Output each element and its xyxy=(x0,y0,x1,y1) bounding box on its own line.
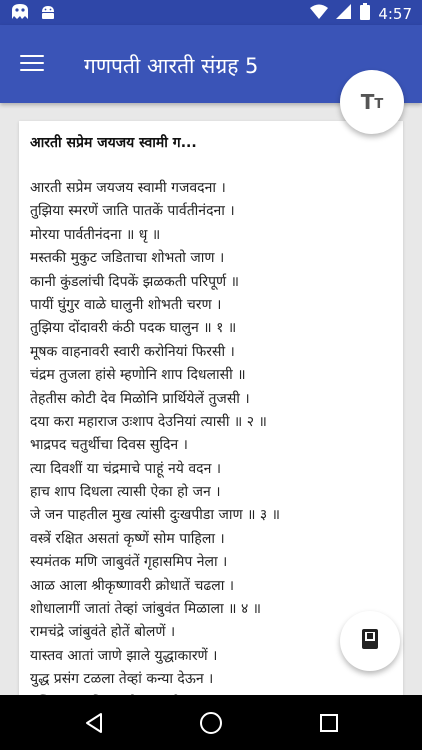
aarti-line: आरती सप्रेम जयजय स्वामी गजवदना । xyxy=(30,180,226,196)
aarti-title: आरती सप्रेम जयजय स्वामी ग... xyxy=(30,135,197,151)
aarti-line: मूषक वाहनावरी स्वारी करोनियां फिरसी । xyxy=(30,343,235,360)
aarti-line: कानी कुंडलांची दिपकें झळकती परिपूर्ण ॥ xyxy=(30,273,240,290)
recents-icon[interactable] xyxy=(315,709,343,737)
aarti-line: मस्तकी मुकुट जडिताचा शोभतो जाण । xyxy=(30,250,225,267)
aarti-line: हाच शाप दिधला त्यासी ऐका हो जन । xyxy=(30,484,221,501)
aarti-line: तुझिया दोंदावरी कंठी पदक घालुन ॥ १ ॥ xyxy=(30,320,237,337)
home-icon[interactable] xyxy=(197,709,225,737)
aarti-line: जे जन पाहतील मुख त्यांसी दुःखपीडा जाण ॥ ३ ॥ xyxy=(30,507,281,524)
aarti-line: दया करा महाराज उःशाप देउनियां त्यासी ॥ २ ॥ xyxy=(30,413,267,430)
status-bar xyxy=(0,0,422,25)
status-time: 4:57 xyxy=(378,4,412,23)
back-icon[interactable] xyxy=(80,709,108,737)
aarti-line: यास्तव आतां जाणे झाले युद्धाकारणें । xyxy=(30,647,218,664)
page-title: गणपती आरती संग्रह 5 xyxy=(84,54,259,78)
aarti-line: मोरया पार्वतीनंदना ॥ धृ ॥ xyxy=(30,226,161,243)
android-icon xyxy=(40,4,56,24)
ghost-app-icon xyxy=(10,3,30,25)
aarti-line: युद्ध प्रसंग टळला तेव्हां कन्या देऊन । xyxy=(30,671,214,688)
battery-icon xyxy=(360,3,370,24)
text-size-icon: T xyxy=(360,90,375,114)
menu-hamburger-icon[interactable] xyxy=(20,55,44,73)
aarti-line: त्या दिवशीं या चंद्रमाचे पाहूं नये वदन । xyxy=(30,460,222,477)
signal-icon xyxy=(336,4,352,24)
aarti-line: आळ आला श्रीकृष्णावरी क्रोधातें चढला । xyxy=(30,577,235,594)
aarti-line: शोधालागीं जातां तेव्हां जांबुवंत मिळाला ॥ ४ ॥ xyxy=(30,601,262,618)
font-size-button[interactable]: T T xyxy=(340,70,404,134)
aarti-line: चंद्रम तुजला हांसे म्हणोनि शाप दिधलासी ॥ xyxy=(30,367,246,384)
system-nav-bar xyxy=(0,695,422,750)
wifi-icon xyxy=(310,4,328,24)
book-button[interactable] xyxy=(340,611,400,671)
aarti-line: पायीं घुंगुर वाळे घालुनी शोभती चरण । xyxy=(30,296,222,313)
aarti-text xyxy=(30,177,397,738)
book-icon xyxy=(360,628,380,654)
aarti-line: भाद्रपद चतुर्थीचा दिवस सुदिन । xyxy=(30,437,188,454)
aarti-line: तेहतीस कोटी देव मिळोनि प्रार्थियेलें तुजसी । xyxy=(30,390,250,407)
aarti-card xyxy=(19,121,403,695)
aarti-line: स्यमंतक मणि जाबुवंतें गृहासमिप नेला । xyxy=(30,554,228,571)
aarti-line: वस्त्रें रक्षित असतां कृष्णें सोम पाहिला । xyxy=(30,530,225,547)
aarti-line: तुझिया स्मरणें जाति पातकें पार्वतीनंदना । xyxy=(30,203,235,220)
aarti-line: रामचंद्रे जांबुवंते होतें बोलणें । xyxy=(30,624,176,641)
